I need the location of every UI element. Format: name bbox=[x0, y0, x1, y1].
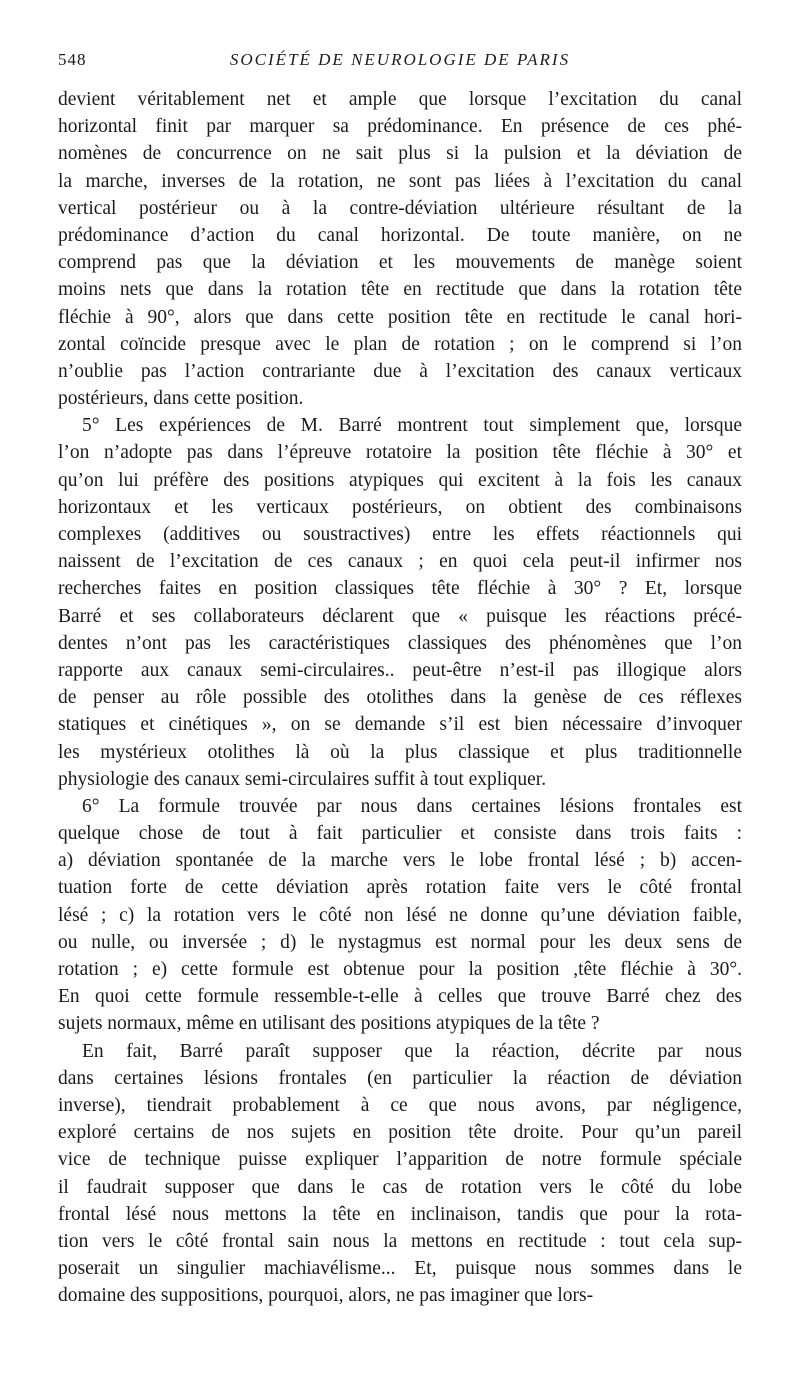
text-line: frontal lésé nous mettons la tête en inclinaison, tandis que pour la rota- bbox=[58, 1203, 742, 1225]
text-line: vice de technique puisse expliquer l’apparition de notre formule spéciale bbox=[58, 1149, 742, 1171]
paragraph bbox=[58, 412, 742, 793]
text-line: tuation forte de cette déviation après rotation faite vers le côté frontal bbox=[58, 877, 742, 899]
text-line: Barré et ses collaborateurs déclarent que « puisque les réactions précé- bbox=[58, 605, 742, 627]
text-line: dans certaines lésions frontales (en particulier la réaction de déviation bbox=[58, 1067, 742, 1089]
text-line: les mystérieux otolithes là où la plus classique et plus traditionnelle bbox=[58, 741, 742, 763]
text-line: comprend pas que la déviation et les mouvements de manège soient bbox=[58, 252, 742, 274]
text-line: postérieurs, dans cette position. bbox=[58, 388, 304, 410]
text-line: devient véritablement net et ample que lorsque l’excitation du canal bbox=[58, 89, 742, 110]
text-line: zontal coïncide presque avec le plan de rotation ; on le comprend si l’on bbox=[58, 333, 742, 355]
text-line: rotation ; e) cette formule est obtenue pour la position ,tête fléchie à 30°. bbox=[58, 959, 742, 980]
text-line: n’oublie pas l’action contrariante due à l’excitation des canaux verticaux bbox=[58, 360, 742, 382]
text-line: horizontal finit par marquer sa prédominance. En présence de ces phé- bbox=[58, 116, 742, 138]
text-line: quelque chose de tout à fait particulier et consiste dans trois faits : bbox=[58, 823, 742, 845]
text-line: prédominance d’action du canal horizontal. De toute manière, on ne bbox=[58, 224, 742, 246]
text-line: fléchie à 90°, alors que dans cette position tête en rectitude le canal hori- bbox=[58, 306, 742, 328]
text-line: il faudrait supposer que dans le cas de rotation vers le côté du lobe bbox=[58, 1176, 742, 1198]
text-line: physiologie des canaux semi-circulaires suffit à tout expliquer. bbox=[58, 768, 547, 790]
page-header bbox=[58, 50, 742, 78]
text-line: 6° La formule trouvée par nous dans certaines lésions frontales est bbox=[82, 795, 742, 817]
text-line: poserait un singulier machiavélisme... Et, puisque nous sommes dans le bbox=[58, 1258, 742, 1280]
text-line: ou nulle, ou inversée ; d) le nystagmus est normal pour les deux sens de bbox=[58, 931, 742, 953]
text-line: 5° Les expériences de M. Barré montrent tout simplement que, lorsque bbox=[82, 415, 742, 437]
text-line: exploré certains de nos sujets en position tête droite. Pour qu’un pareil bbox=[58, 1122, 742, 1144]
text-line: lésé ; c) la rotation vers le côté non lésé ne donne qu’une déviation faible, bbox=[58, 904, 742, 926]
text-line: inverse), tiendrait probablement à ce que nous avons, par négligence, bbox=[58, 1094, 742, 1116]
text-line: de penser au rôle possible des otolithes dans la genèse de ces réflexes bbox=[58, 687, 742, 709]
text-line: dentes n’ont pas les caractéristiques classiques des phénomènes que l’on bbox=[58, 632, 742, 654]
paragraph bbox=[58, 86, 742, 412]
text-line: rapporte aux canaux semi-circulaires.. peut-être n’est-il pas illogique alors bbox=[58, 659, 742, 681]
text-line: a) déviation spontanée de la marche vers le lobe frontal lésé ; b) accen- bbox=[58, 850, 742, 872]
text-line: En fait, Barré paraît supposer que la réaction, décrite par nous bbox=[82, 1040, 742, 1062]
text-line: tion vers le côté frontal sain nous la mettons en rectitude : tout cela sup- bbox=[58, 1230, 742, 1252]
running-title: SOCIÉTÉ DE NEUROLOGIE DE PARIS bbox=[229, 50, 571, 69]
text-line: nomènes de concurrence on ne sait plus si la pulsion et la déviation de bbox=[58, 143, 742, 165]
paragraph bbox=[58, 1038, 742, 1310]
text-line: En quoi cette formule ressemble-t-elle à celles que trouve Barré chez des bbox=[58, 986, 742, 1008]
text-line: complexes (additives ou soustractives) entre les effets réactionnels qui bbox=[58, 524, 742, 545]
text-line: qu’on lui préfère des positions atypiques qui excitent à la fois les canaux bbox=[58, 469, 742, 491]
text-line: statiques et cinétiques », on se demande s’il est bien nécessaire d’invoquer bbox=[58, 714, 742, 736]
text-line: naissent de l’excitation de ces canaux ; en quoi cela peut-il infirmer nos bbox=[58, 551, 742, 573]
text-line: horizontaux et les verticaux postérieurs, on obtient des combinaisons bbox=[58, 496, 742, 518]
text-line: vertical postérieur ou à la contre-déviation ultérieure résultant de la bbox=[58, 197, 742, 219]
text-line: domaine des suppositions, pourquoi, alors, ne pas imaginer que lors- bbox=[58, 1285, 594, 1307]
body-text bbox=[58, 86, 742, 1309]
text-line: recherches faites en position classiques tête fléchie à 30° ? Et, lorsque bbox=[58, 578, 742, 600]
paragraph bbox=[58, 793, 742, 1038]
page-number: 548 bbox=[58, 50, 87, 69]
text-line: moins nets que dans la rotation tête en rectitude que dans la rotation tête bbox=[58, 279, 742, 301]
text-line: l’on n’adopte pas dans l’épreuve rotatoire la position tête fléchie à 30° et bbox=[58, 442, 742, 464]
text-line: sujets normaux, même en utilisant des positions atypiques de la tête ? bbox=[58, 1013, 600, 1035]
text-line: la marche, inverses de la rotation, ne sont pas liées à l’excitation du canal bbox=[58, 170, 742, 192]
